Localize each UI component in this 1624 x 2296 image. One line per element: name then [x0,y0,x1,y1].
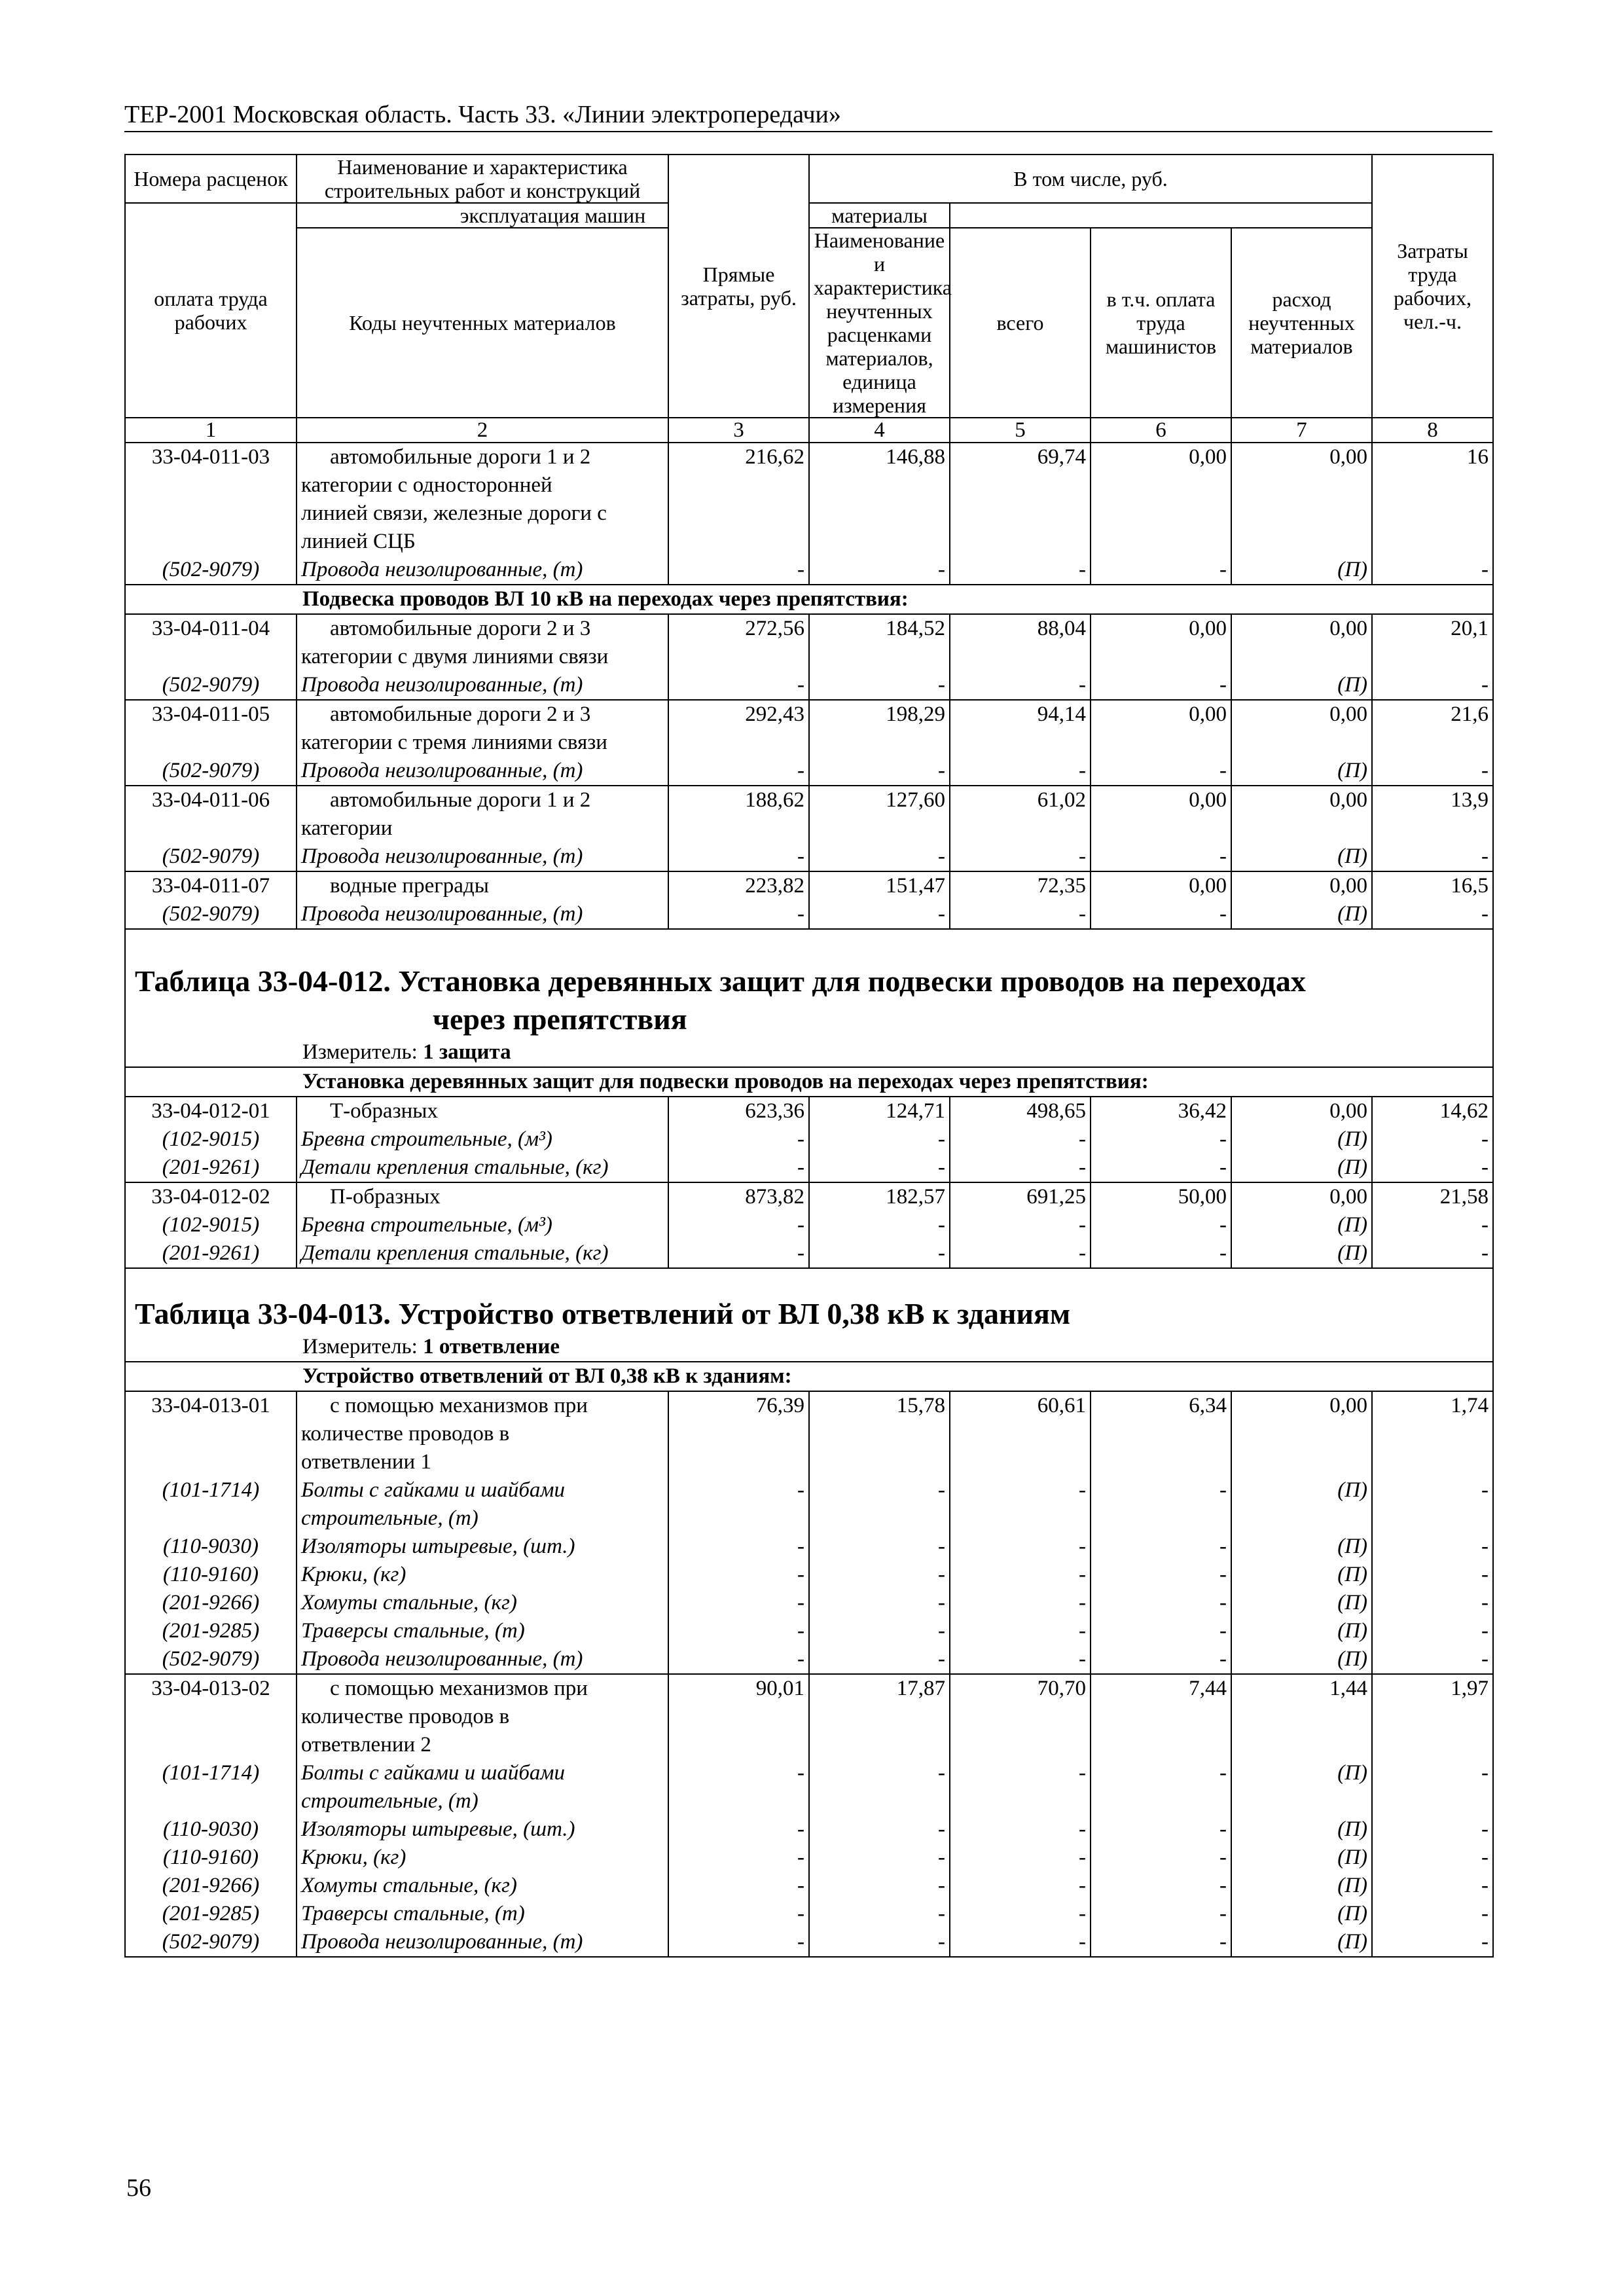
material-code: (502-9079) [125,843,297,871]
material-code: (101-1714) [125,1759,297,1787]
material-mark: (П) [1231,1476,1372,1504]
value-vsego: 94,14 [950,700,1091,729]
dash: - [950,757,1091,786]
rate-name: Т-образных [297,1097,668,1125]
rate-name: автомобильные дороги 1 и 2 [297,443,668,471]
dash: - [950,1125,1091,1154]
col-num: 6 [1091,418,1231,443]
rate-name: автомобильные дороги 2 и 3 [297,614,668,643]
col-num: 5 [950,418,1091,443]
dash: - [668,1211,809,1239]
dash: - [1091,1533,1231,1561]
dash: - [1091,1561,1231,1589]
material-name: Крюки, (кг) [297,1844,668,1872]
material-name: Провода неизолированные, (т) [297,843,668,871]
value-vsego: 69,74 [950,443,1091,471]
value-pryamye: 90,01 [668,1674,809,1703]
value-materialy: 0,00 [1231,700,1372,729]
value-oplata: 146,88 [809,443,950,471]
rate-name: категории с двумя линиями связи [297,643,668,671]
material-mark: (П) [1231,1125,1372,1154]
col-pryamye: Прямые затраты, руб. [668,155,809,418]
value-oplata: 184,52 [809,614,950,643]
value-materialy: 0,00 [1231,1097,1372,1125]
material-code: (102-9015) [125,1125,297,1154]
value-zatraty: 1,97 [1372,1674,1493,1703]
dash: - [809,1844,950,1872]
dash: - [950,1154,1091,1182]
value-zatraty: 16,5 [1372,871,1493,900]
dash: - [809,1239,950,1268]
material-code: (201-9285) [125,1900,297,1928]
value-pryamye: 292,43 [668,700,809,729]
dash: - [1372,1154,1493,1182]
rate-name: количестве проводов в [297,1420,668,1448]
rate-code: 33-04-011-06 [125,786,297,814]
dash: - [1091,1872,1231,1900]
rate-name: категории с тремя линиями связи [297,729,668,757]
material-code: (502-9079) [125,556,297,585]
value-zatraty: 1,74 [1372,1391,1493,1420]
rate-name: автомобильные дороги 1 и 2 [297,786,668,814]
dash: - [950,1645,1091,1674]
rate-code: 33-04-012-01 [125,1097,297,1125]
material-code: (102-9015) [125,1211,297,1239]
rates-table [124,154,1494,1958]
table-title-line: через препятствия [433,1002,687,1036]
material-name: Провода неизолированные, (т) [297,671,668,700]
dash: - [668,1645,809,1674]
col-zatraty: Затраты труда рабочих, чел.-ч. [1372,155,1493,418]
rate-name: линией связи, железные дороги с [297,500,668,528]
dash: - [950,1617,1091,1645]
col-kody: Коды неучтенных материалов [297,228,668,418]
material-code: (201-9261) [125,1154,297,1182]
value-vtch: 7,44 [1091,1674,1231,1703]
dash: - [668,1872,809,1900]
dash: - [1372,1617,1493,1645]
material-name: Изоляторы штыревые, (шт.) [297,1815,668,1844]
dash: - [809,1561,950,1589]
dash: - [668,1815,809,1844]
value-zatraty: 21,6 [1372,700,1493,729]
value-materialy: 0,00 [1231,614,1372,643]
dash: - [668,1589,809,1617]
dash: - [1372,900,1493,929]
material-code: (502-9079) [125,757,297,786]
material-code: (110-9030) [125,1815,297,1844]
value-vtch: 0,00 [1091,700,1231,729]
material-name: Провода неизолированные, (т) [297,900,668,929]
material-code: (110-9160) [125,1844,297,1872]
dash: - [1372,1589,1493,1617]
section-title: Подвеска проводов ВЛ 10 кВ на переходах через препятствия: [125,585,1493,614]
col-vtomchisle: В том числе, руб. [809,155,1372,203]
material-mark: (П) [1231,1239,1372,1268]
measure-line [125,1038,1493,1067]
rate-name: категории с односторонней [297,471,668,500]
rate-name: ответвлении 2 [297,1731,668,1759]
value-materialy: 0,00 [1231,1391,1372,1420]
page-number: 56 [126,2174,151,2202]
rate-code: 33-04-012-02 [125,1182,297,1211]
dash: - [1091,1476,1231,1504]
material-name: строительные, (т) [297,1504,668,1533]
value-zatraty: 21,58 [1372,1182,1493,1211]
table-title-line: Таблица 33-04-012. Установка деревянных защит для подвески проводов на переходах [135,964,1306,998]
rate-name: линией СЦБ [297,528,668,556]
material-mark: (П) [1231,556,1372,585]
material-name: Бревна строительные, (м³) [297,1125,668,1154]
dash: - [950,1476,1091,1504]
material-mark: (П) [1231,1900,1372,1928]
value-oplata: 124,71 [809,1097,950,1125]
dash: - [950,843,1091,871]
dash: - [668,1900,809,1928]
dash: - [950,1589,1091,1617]
material-name: Бревна строительные, (м³) [297,1211,668,1239]
dash: - [950,671,1091,700]
rate-name: водные преграды [297,871,668,900]
material-name: Провода неизолированные, (т) [297,556,668,585]
dash: - [668,843,809,871]
material-name: Болты с гайками и шайбами [297,1476,668,1504]
material-code: (502-9079) [125,1928,297,1957]
dash: - [1091,1154,1231,1182]
measure-label: Измеритель: [302,1335,418,1358]
dash: - [1372,671,1493,700]
dash: - [950,1561,1091,1589]
value-zatraty: 20,1 [1372,614,1493,643]
material-mark: (П) [1231,1872,1372,1900]
dash: - [1091,757,1231,786]
value-zatraty: 14,62 [1372,1097,1493,1125]
material-mark: (П) [1231,1617,1372,1645]
dash: - [1372,1125,1493,1154]
rate-code: 33-04-011-04 [125,614,297,643]
dash: - [668,556,809,585]
material-mark: (П) [1231,1759,1372,1787]
dash: - [1372,1561,1493,1589]
dash: - [809,757,950,786]
dash: - [668,757,809,786]
section-title: Устройство ответвлений от ВЛ 0,38 кВ к зданиям: [125,1362,1493,1391]
dash: - [1372,1211,1493,1239]
dash: - [809,1645,950,1674]
value-zatraty: 13,9 [1372,786,1493,814]
rate-name: автомобильные дороги 2 и 3 [297,700,668,729]
dash: - [1091,1900,1231,1928]
material-code: (201-9266) [125,1589,297,1617]
material-mark: (П) [1231,1645,1372,1674]
rate-code: 33-04-013-01 [125,1391,297,1420]
dash: - [809,900,950,929]
col-ekspl: эксплуатация машин [297,203,809,228]
dash: - [668,671,809,700]
col-nomera: Номера расценок [125,155,297,203]
material-mark: (П) [1231,1589,1372,1617]
value-pryamye: 223,82 [668,871,809,900]
dash: - [1091,1645,1231,1674]
material-name: Хомуты стальные, (кг) [297,1872,668,1900]
dash: - [1091,1759,1231,1787]
dash: - [1091,1211,1231,1239]
col-materialy: материалы [809,203,950,228]
material-mark: (П) [1231,1561,1372,1589]
dash: - [950,1533,1091,1561]
dash: - [809,1589,950,1617]
dash: - [809,671,950,700]
value-vsego: 60,61 [950,1391,1091,1420]
dash: - [809,1900,950,1928]
dash: - [1091,1815,1231,1844]
dash: - [950,1239,1091,1268]
dash: - [668,1759,809,1787]
dash: - [809,1928,950,1957]
value-materialy: 1,44 [1231,1674,1372,1703]
value-materialy: 0,00 [1231,1182,1372,1211]
dash: - [1372,1239,1493,1268]
material-mark: (П) [1231,1815,1372,1844]
material-name: Провода неизолированные, (т) [297,757,668,786]
material-mark: (П) [1231,843,1372,871]
dash: - [950,1928,1091,1957]
value-pryamye: 188,62 [668,786,809,814]
col-num: 3 [668,418,809,443]
material-name: Изоляторы штыревые, (шт.) [297,1533,668,1561]
material-mark: (П) [1231,1928,1372,1957]
dash: - [809,843,950,871]
dash: - [950,900,1091,929]
rate-name: с помощью механизмов при [297,1674,668,1703]
value-pryamye: 272,56 [668,614,809,643]
dash: - [950,1844,1091,1872]
dash: - [809,1617,950,1645]
material-name: Хомуты стальные, (кг) [297,1589,668,1617]
dash: - [1091,843,1231,871]
value-oplata: 198,29 [809,700,950,729]
value-pryamye: 76,39 [668,1391,809,1420]
col-naim-mat: Наименование и характеристика неучтенных расценками материалов, единица измерения [809,228,950,418]
value-oplata: 17,87 [809,1674,950,1703]
value-vsego: 70,70 [950,1674,1091,1703]
dash: - [950,1900,1091,1928]
value-materialy: 0,00 [1231,871,1372,900]
dash: - [668,1125,809,1154]
col-naim-works: Наименование и характеристика строительных работ и конструкций [297,155,668,203]
dash: - [668,1617,809,1645]
dash: - [1091,1589,1231,1617]
col-vtch: в т.ч. оплата труда машинистов [1091,228,1231,418]
material-mark: (П) [1231,1154,1372,1182]
dash: - [1372,1533,1493,1561]
value-oplata: 151,47 [809,871,950,900]
material-name: Траверсы стальные, (т) [297,1900,668,1928]
material-mark: (П) [1231,900,1372,929]
material-name: Провода неизолированные, (т) [297,1645,668,1674]
dash: - [1372,1815,1493,1844]
dash: - [668,1476,809,1504]
material-code: (502-9079) [125,1645,297,1674]
value-vsego: 61,02 [950,786,1091,814]
rate-name: П-образных [297,1182,668,1211]
value-vtch: 36,42 [1091,1097,1231,1125]
material-mark: (П) [1231,1844,1372,1872]
value-vtch: 0,00 [1091,786,1231,814]
dash: - [1372,1872,1493,1900]
value-vsego: 72,35 [950,871,1091,900]
dash: - [809,1125,950,1154]
dash: - [668,1533,809,1561]
dash: - [668,1844,809,1872]
material-name: Болты с гайками и шайбами [297,1759,668,1787]
value-vsego: 88,04 [950,614,1091,643]
value-vtch: 0,00 [1091,443,1231,471]
value-vtch: 6,34 [1091,1391,1231,1420]
value-materialy: 0,00 [1231,786,1372,814]
value-oplata: 127,60 [809,786,950,814]
value-zatraty: 16 [1372,443,1493,471]
value-pryamye: 623,36 [668,1097,809,1125]
dash: - [1372,1645,1493,1674]
material-code: (110-9030) [125,1533,297,1561]
dash: - [668,1154,809,1182]
value-pryamye: 216,62 [668,443,809,471]
table-title-013: Таблица 33-04-013. Устройство ответвлений от ВЛ 0,38 кВ к зданиям [125,1268,1493,1333]
rate-code: 33-04-011-03 [125,443,297,471]
material-name: Провода неизолированные, (т) [297,1928,668,1957]
material-code: (101-1714) [125,1476,297,1504]
measure-line [125,1333,1493,1362]
material-name: Детали крепления стальные, (кг) [297,1239,668,1268]
rate-code: 33-04-011-07 [125,871,297,900]
dash: - [1372,1900,1493,1928]
material-code: (502-9079) [125,671,297,700]
dash: - [1091,1125,1231,1154]
measure-label: Измеритель: [302,1040,418,1064]
material-mark: (П) [1231,1211,1372,1239]
section-title: Установка деревянных защит для подвески проводов на переходах через препятствия: [125,1067,1493,1097]
material-name: Траверсы стальные, (т) [297,1617,668,1645]
rate-code: 33-04-013-02 [125,1674,297,1703]
table-title-012 [125,929,1493,1038]
value-oplata: 15,78 [809,1391,950,1420]
col-num: 7 [1231,418,1372,443]
dash: - [1091,1239,1231,1268]
material-mark: (П) [1231,671,1372,700]
col-num: 8 [1372,418,1493,443]
col-num: 4 [809,418,950,443]
material-code: (502-9079) [125,900,297,929]
rate-name: с помощью механизмов при [297,1391,668,1420]
dash: - [809,1476,950,1504]
dash: - [1372,1844,1493,1872]
measure-value: 1 ответвление [423,1335,560,1358]
dash: - [950,1815,1091,1844]
material-name: строительные, (т) [297,1787,668,1815]
dash: - [668,900,809,929]
value-vtch: 0,00 [1091,871,1231,900]
dash: - [1372,1928,1493,1957]
material-mark: (П) [1231,1533,1372,1561]
dash: - [1372,843,1493,871]
rate-code: 33-04-011-05 [125,700,297,729]
col-rashod: расход неучтенных материалов [1231,228,1372,418]
col-vsego: всего [950,228,1091,418]
value-vtch: 0,00 [1091,614,1231,643]
dash: - [1372,1759,1493,1787]
value-pryamye: 873,82 [668,1182,809,1211]
dash: - [668,1239,809,1268]
dash: - [809,1533,950,1561]
value-vtch: 50,00 [1091,1182,1231,1211]
col-num: 1 [125,418,297,443]
col-num: 2 [297,418,668,443]
dash: - [809,1872,950,1900]
dash: - [668,1561,809,1589]
value-vsego: 498,65 [950,1097,1091,1125]
material-code: (201-9285) [125,1617,297,1645]
dash: - [1091,556,1231,585]
dash: - [1372,1476,1493,1504]
material-code: (201-9266) [125,1872,297,1900]
col-oplata: оплата труда рабочих [125,203,297,418]
dash: - [950,1872,1091,1900]
dash: - [1091,1844,1231,1872]
dash: - [1091,671,1231,700]
dash: - [1091,1617,1231,1645]
material-name: Детали крепления стальные, (кг) [297,1154,668,1182]
dash: - [809,1211,950,1239]
rate-name: количестве проводов в [297,1703,668,1731]
dash: - [809,556,950,585]
dash: - [809,1815,950,1844]
dash: - [1091,1928,1231,1957]
rate-name: категории [297,814,668,843]
material-mark: (П) [1231,757,1372,786]
page-header: ТЕР-2001 Московская область. Часть 33. «Линии электропередачи» [124,98,1492,132]
dash: - [668,1928,809,1957]
material-code: (110-9160) [125,1561,297,1589]
value-materialy: 0,00 [1231,443,1372,471]
value-oplata: 182,57 [809,1182,950,1211]
value-vsego: 691,25 [950,1182,1091,1211]
dash: - [950,1211,1091,1239]
material-name: Крюки, (кг) [297,1561,668,1589]
dash: - [950,556,1091,585]
dash: - [809,1759,950,1787]
dash: - [1372,757,1493,786]
material-code: (201-9261) [125,1239,297,1268]
dash: - [1372,556,1493,585]
measure-value: 1 защита [423,1040,511,1064]
rate-name: ответвлении 1 [297,1448,668,1476]
dash: - [950,1759,1091,1787]
dash: - [1091,900,1231,929]
dash: - [809,1154,950,1182]
